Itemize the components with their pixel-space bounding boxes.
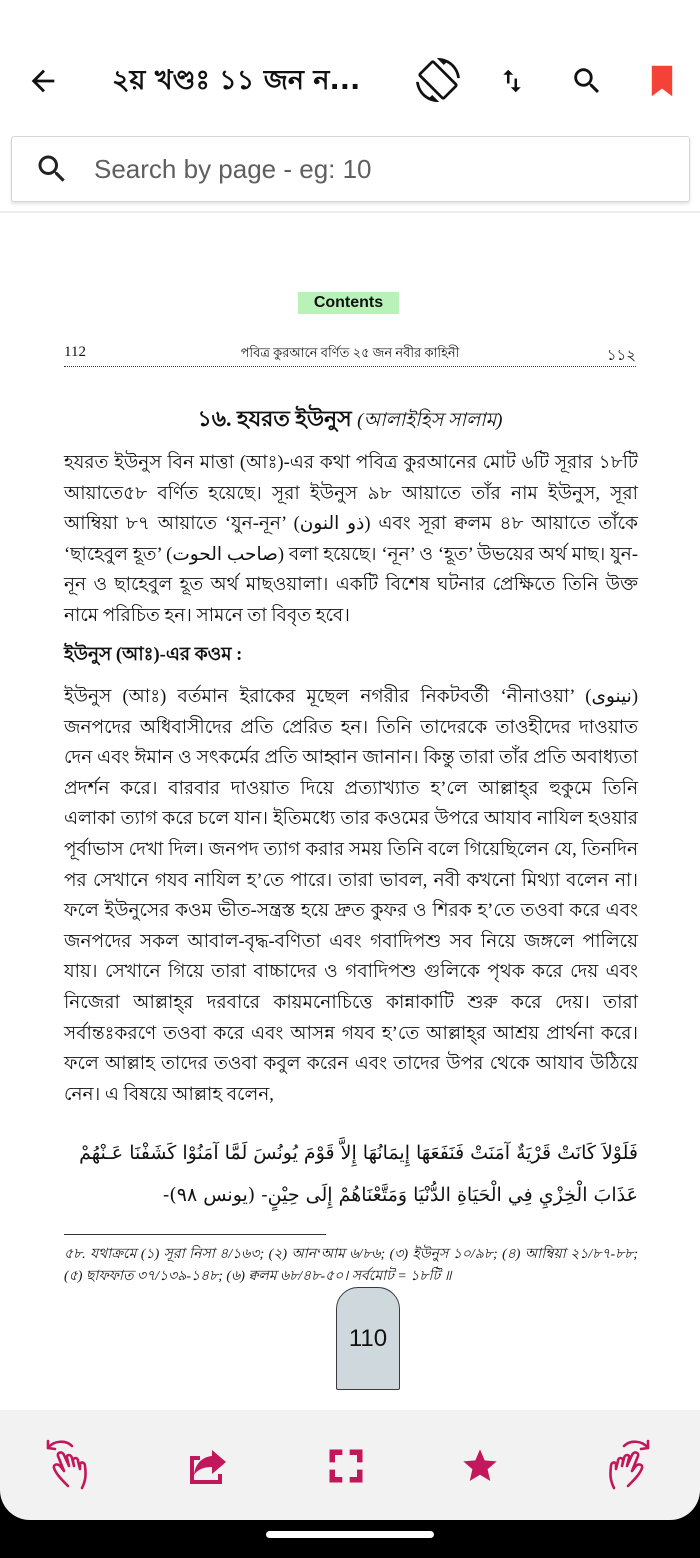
footnote: ৫৮. যথাক্রমে (১) সূরা নিসা ৪/১৬৩; (২) আন‘আম ৬/৮৬; (৩) ইউনুস ১০/৯৮; (৪) আম্বিয়া ২১/৮৭-৮৮; (৫) ছাফফাত ৩৭/১৩৯-১৪৮; (৬) ক্বলম ৬৮/৪৮-৫০। সর্বমোট = ১৮টি ॥ (64, 1247, 638, 1284)
paragraph-intro: হযরত ইউনুস বিন মাত্তা (আঃ)-এর কথা পবিত্র কুরআনের মোট ৬টি সূরার ১৮টি আয়াতে৫৮ বর্ণিত হয়েছে। সূরা ইউনুস ৯৮ আয়াতে তাঁর নাম ইউনুস, সূরা আম্বিয়া ৮৭ আয়াতে ‘যুন-নূন’ (ذو النون) এবং সূরা ক্বলম ৪৮ আয়াতে তাঁকে ‘ছাহেবুল হূত’ (صاحب الحوت) বলা হয়েছে। ‘নূন’ ও ‘হূত’ উভয়ের অর্থ মাছ। যুন-নূন ও ছাহেবুল হূত অর্থ মাছওয়ালা। একটি বিশেষ ঘটনার প্রেক্ষিতে তিনি উক্ত নামে পরিচিত হন। সামনে তা বিবৃত হবে। (64, 453, 638, 626)
home-indicator[interactable] (266, 1531, 434, 1538)
chapter-title-sub: (আলাইহিস সালাম) (357, 410, 503, 431)
arabic-verse-line-2: عَذَابَ الْخِزْيِ فِي الْحَيَاةِ الدُّنْيَا وَمَتَّعْنَاهُمْ إِلَى حِيْنٍ- (يونس ٩٨)- (162, 1184, 638, 1206)
paragraph-story: ইউনুস (আঃ) বর্তমান ইরাকের মূছেল নগরীর নিকটবর্তী ‘নীনাওয়া’ (نينوى) জনপদের অধিবাসীদের প্রতি প্রেরিত হন। তিনি তাদেরকে তাওহীদের দাওয়াত দেন এবং ঈমান ও সৎকর্মের প্রতি আহ্বান জানান। কিন্তু তারা তাঁর প্রতি অবাধ্যতা প্রদর্শন করে। বারবার দাওয়াত দিয়ে প্রত্যাখ্যাত হ’লে আল্লাহ্‌র হুকুমে তিনি এলাকা ত্যাগ করে চলে যান। ইতিমধ্যে তার কওমের উপরে আযাব নাযিল হওয়ার পূর্বাভাস দেখা দিল। জনপদ ত্যাগ করার সময় তিনি বলে গিয়েছিলেন যে, তিনদিন পর সেখানে গযব নাযিল হ’তে পারে। তারা ভাবল, নবী কখনো মিথ্যা বলেন না। ফলে ইউনুসের কওম ভীত-সন্ত্রস্ত হয়ে দ্রুত কুফর ও শিরক হ’তে তওবা করে এবং জনপদের সকল আবাল-বৃদ্ধ-বণিতা এবং গবাদিপশু সব নিয়ে জঙ্গলে পালিয়ে যায়। সেখানে গিয়ে তারা বাচ্চাদের ও গবাদিপশু গুলিকে পৃথক করে দেয় এবং নিজেরা আল্লাহ্‌র দরবারে কায়মনোচিত্তে কান্নাকাটি শুরু করে দেয়। তারা সর্বান্তঃকরণে তওবা করে এবং আসন্ন গযব হ’তে আল্লাহ্‌র আশ্রয় প্রার্থনা করে। ফলে আল্লাহ তাদের তওবা কবুল করেন এবং তাদের উপর থেকে আযাব উঠিয়ে নেন। এ বিষয়ে আল্লাহ বলেন, (64, 687, 638, 1105)
swipe-back-icon[interactable] (42, 1436, 102, 1496)
bookmark-icon[interactable] (640, 56, 684, 106)
system-nav-bar (0, 1520, 700, 1558)
share-icon[interactable] (178, 1436, 238, 1496)
page-search-box[interactable] (11, 136, 690, 202)
page-indicator[interactable]: 110 (336, 1287, 400, 1390)
screen-corner (670, 1490, 700, 1520)
search-icon (34, 151, 70, 187)
search-input-placeholder[interactable]: Search by page - eg: 10 (94, 154, 372, 184)
page-header (64, 340, 636, 367)
arabic-verse-line-1: فَلَوْلاَ كَانَتْ قَرْيَةٌ آمَنَتْ فَنَفَعَهَا إِيمَانُهَا إِلاَّ قَوْمَ يُونُسَ لَمَّا آمَنُوْا كَشَفْنَا عَـنْهُمْ (79, 1142, 638, 1164)
page-number-right: ১১২ (606, 348, 636, 364)
chapter-title (64, 402, 636, 439)
fullscreen-icon[interactable] (316, 1436, 376, 1496)
running-title: পবিত্র কুরআনে বর্ণিত ২৫ জন নবীর কাহিনী (240, 345, 460, 360)
contents-link[interactable]: Contents (298, 292, 399, 314)
search-icon[interactable] (562, 56, 612, 106)
page-number-left: 112 (64, 344, 86, 360)
footnote-rule (64, 1234, 326, 1235)
back-arrow-icon[interactable] (18, 56, 68, 106)
screen-rotation-icon[interactable] (410, 52, 466, 108)
bottom-toolbar (0, 1410, 700, 1520)
star-icon[interactable] (450, 1436, 510, 1496)
swipe-forward-icon[interactable] (594, 1436, 654, 1496)
section-heading: ইউনুস (আঃ)-এর কওম : (64, 645, 243, 665)
chapter-title-main: ১৬. হযরত ইউনুস (197, 406, 352, 431)
screen-corner (0, 1490, 30, 1520)
divider (0, 211, 700, 213)
app-bar (0, 0, 700, 135)
swap-vertical-icon[interactable] (490, 56, 534, 106)
book-title: ২য় খণ্ডঃ ১১ জন ন... (112, 65, 361, 96)
